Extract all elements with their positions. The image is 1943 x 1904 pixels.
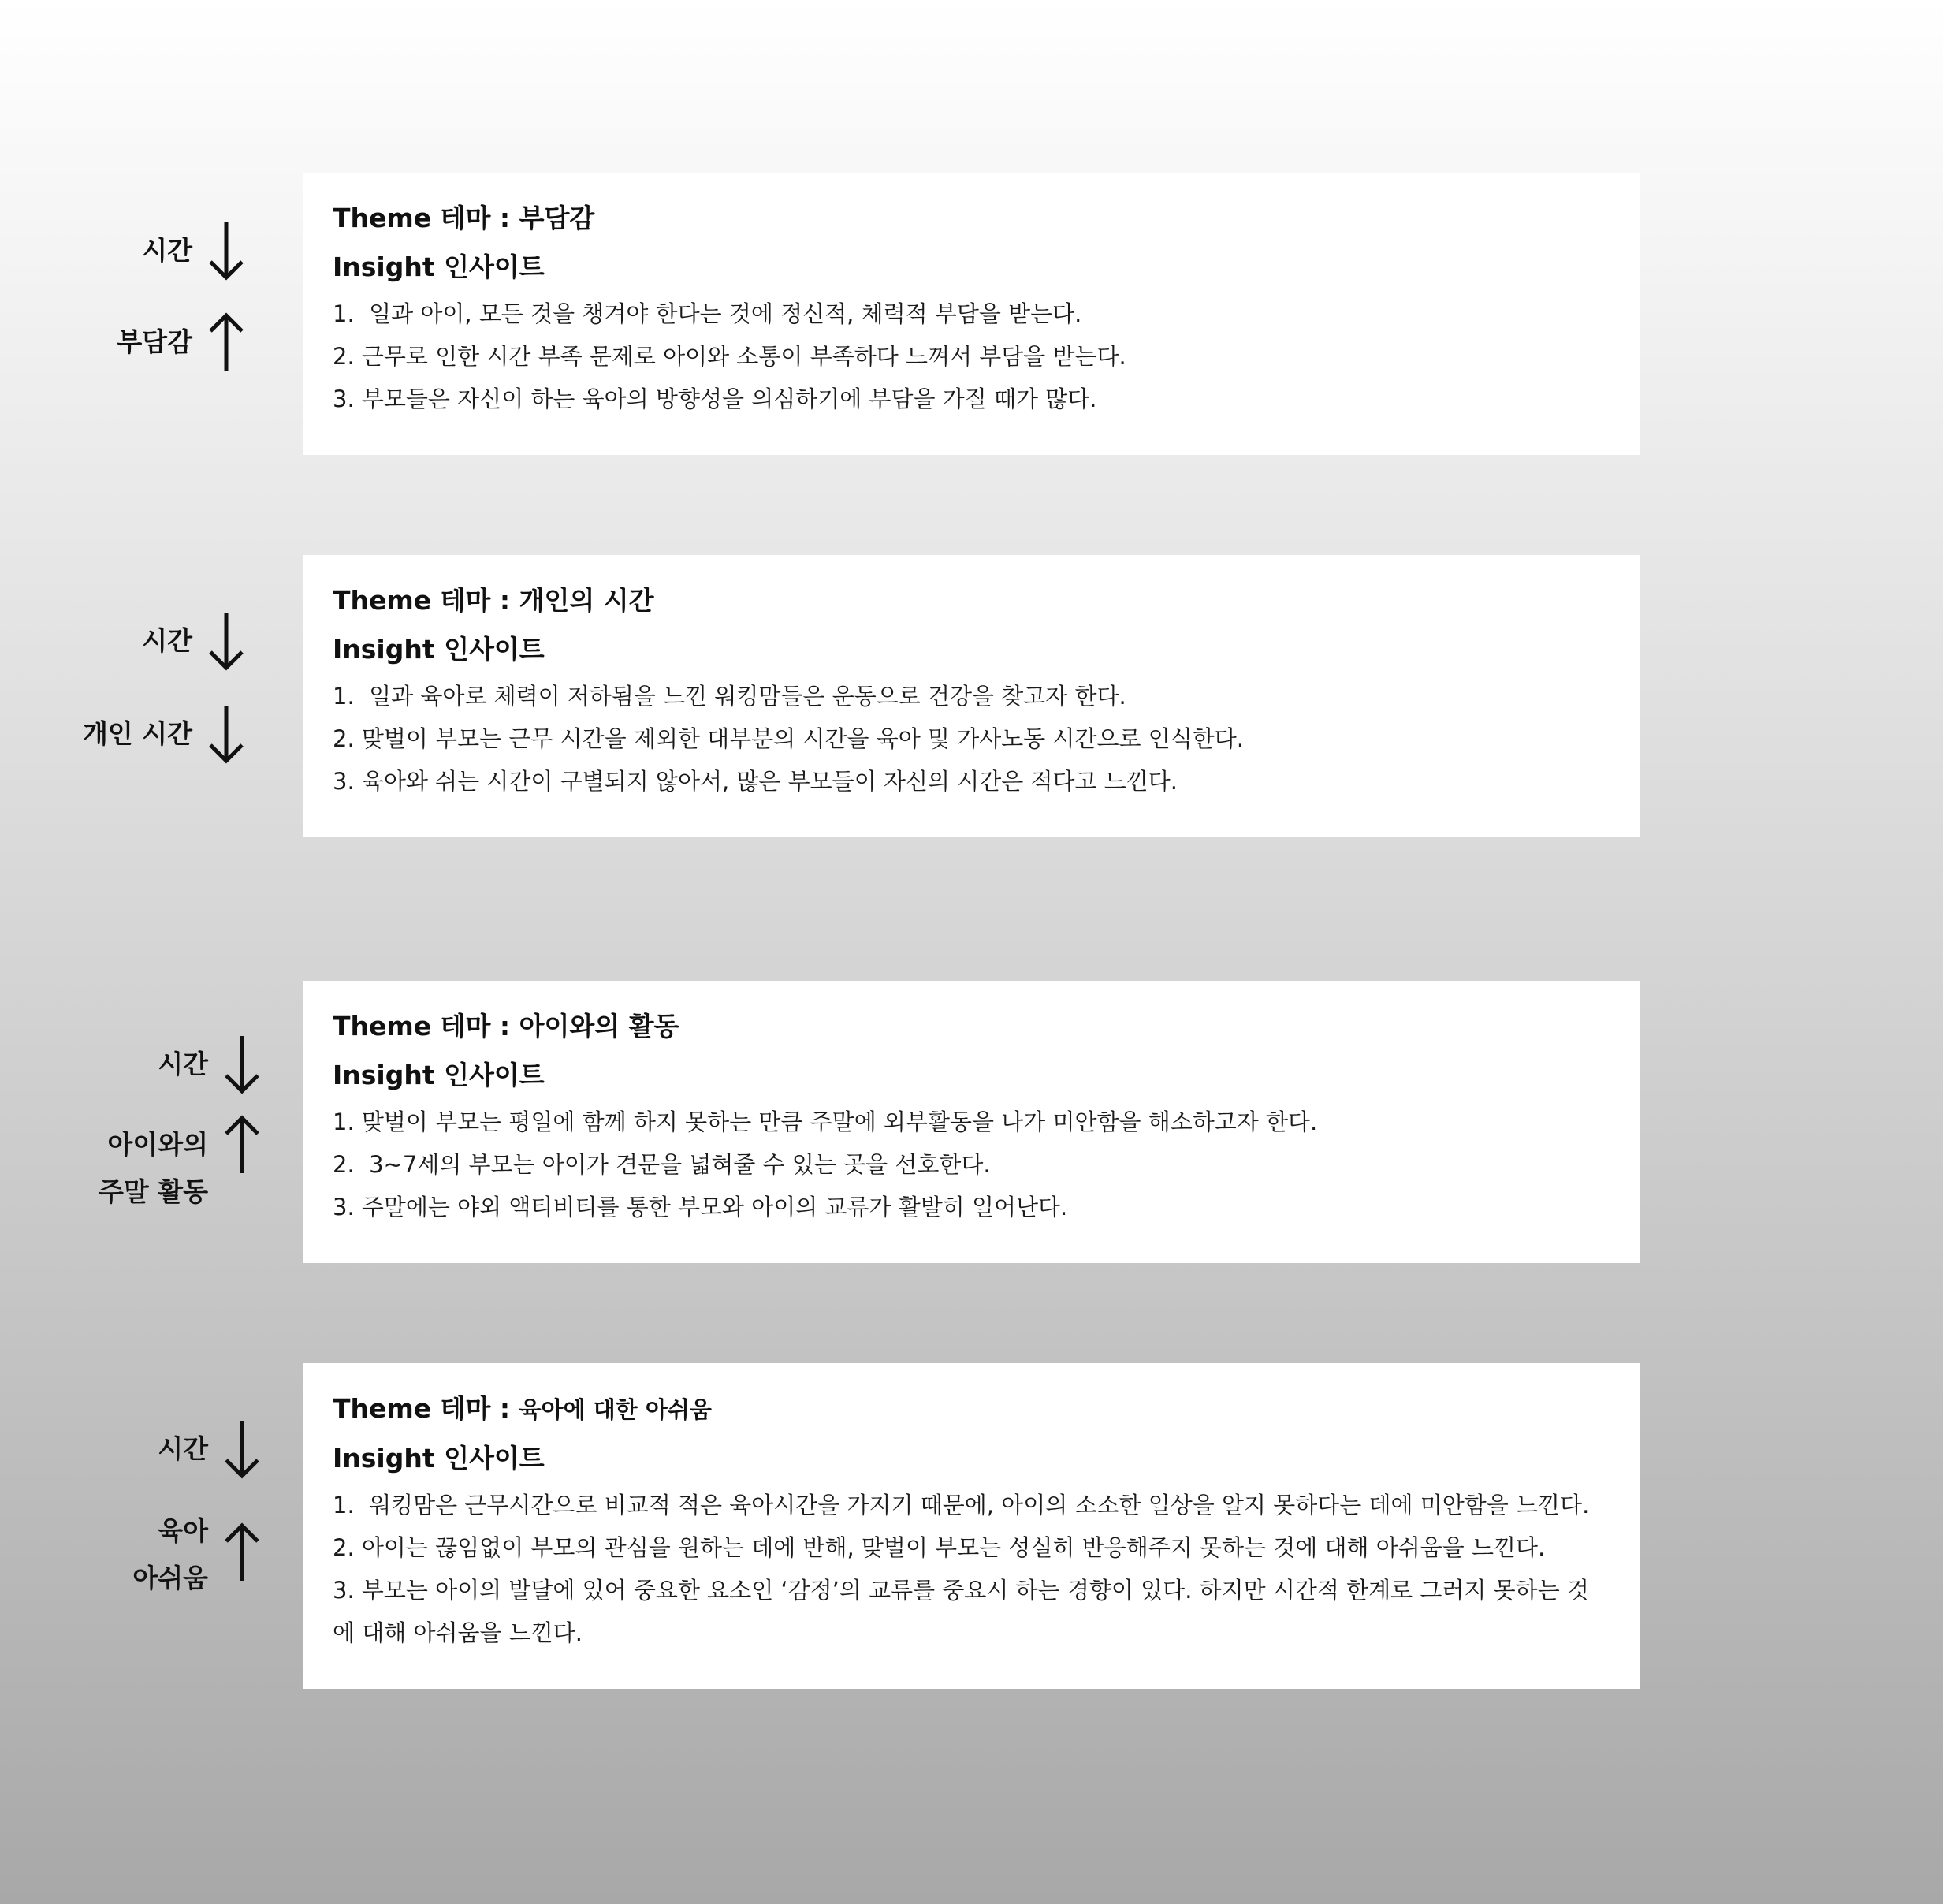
indicator-label-line: 주말 활동 (98, 1176, 208, 1207)
up-arrow-icon (224, 1522, 260, 1582)
insight-list (333, 292, 1609, 420)
indicator-weekend-activity (47, 1121, 260, 1216)
insight-item: 3. 주말에는 야외 액티비티를 통한 부모와 아이의 교류가 활발히 일어난다. (333, 1194, 1068, 1220)
theme-name: 육아에 대한 아쉬움 (519, 1396, 712, 1423)
insight-item: 2. 근무로 인한 시간 부족 문제로 아이와 소통이 부족하다 느껴서 부담을 받는다. (333, 343, 1126, 370)
insight-item: 3. 부모는 아이의 발달에 있어 중요한 요소인 ‘감정’의 교류를 중요시 하는 경향이 있다. 하지만 시간적 한계로 그러지 못하는 것에 대해 아쉬움을 느낀다. (333, 1577, 1589, 1646)
down-arrow-icon (208, 611, 244, 671)
insight-list (333, 675, 1609, 803)
down-arrow-icon (224, 1419, 260, 1479)
indicator-label: 시간 (142, 235, 192, 266)
insight-item: 1. 일과 아이, 모든 것을 챙겨야 한다는 것에 정신적, 체력적 부담을 받는다. (333, 300, 1082, 327)
theme-name: 부담감 (519, 203, 595, 233)
insight-list (333, 1101, 1609, 1228)
indicator-label: 시간 (158, 1049, 208, 1079)
indicator-label (132, 1507, 208, 1602)
insight-title: Insight 인사이트 (333, 634, 545, 665)
down-arrow-icon (208, 221, 244, 281)
indicator-personal-time (47, 704, 244, 764)
indicator-label (99, 1121, 208, 1216)
indicator-burden (79, 312, 244, 372)
insight-item: 3. 부모들은 자신이 하는 육아의 방향성을 의심하기에 부담을 가질 때가 많다. (333, 386, 1097, 412)
theme-name: 아이와의 활동 (519, 1011, 679, 1041)
theme-prefix: Theme 테마 : (333, 203, 519, 233)
theme-prefix: Theme 테마 : (333, 1393, 519, 1424)
insight-item: 2. 아이는 끊임없이 부모의 관심을 원하는 데에 반해, 맞벌이 부모는 성실히 반응해주지 못하는 것에 대해 아쉬움을 느낀다. (333, 1534, 1546, 1561)
insight-title: Insight 인사이트 (333, 1060, 545, 1090)
indicator-label: 부담감 (117, 326, 192, 357)
indicator-label: 시간 (142, 625, 192, 656)
indicator-label: 시간 (158, 1433, 208, 1464)
insight-item: 1. 맞벌이 부모는 평일에 함께 하지 못하는 만큼 주말에 외부활동을 나가 미안함을 해소하고자 한다. (333, 1108, 1318, 1135)
theme-title (333, 1393, 1609, 1425)
theme-prefix: Theme 테마 : (333, 1011, 519, 1041)
down-arrow-icon (208, 704, 244, 764)
insight-card (303, 1363, 1640, 1689)
insight-title: Insight 인사이트 (333, 252, 545, 282)
insight-title: Insight 인사이트 (333, 1443, 545, 1474)
indicator-label-line: 육아 (158, 1515, 208, 1546)
insight-item: 1. 워킹맘은 근무시간으로 비교적 적은 육아시간을 가지기 때문에, 아이의 소소한 일상을 알지 못하다는 데에 미안함을 느낀다. (333, 1492, 1590, 1518)
theme-title (333, 1011, 1609, 1042)
insight-list (333, 1484, 1609, 1654)
insight-card (303, 173, 1640, 455)
insight-card (303, 555, 1640, 837)
insight-item: 2. 맞벌이 부모는 근무 시간을 제외한 대부분의 시간을 육아 및 가사노동 시간으로 인식한다. (333, 725, 1245, 752)
indicator-parenting-regret (47, 1507, 260, 1602)
insight-item: 2. 3~7세의 부모는 아이가 견문을 넓혀줄 수 있는 곳을 선호한다. (333, 1151, 991, 1178)
indicator-label-line: 아쉬움 (132, 1563, 208, 1593)
up-arrow-icon (208, 312, 244, 372)
down-arrow-icon (224, 1034, 260, 1094)
indicator-time (79, 611, 244, 671)
theme-prefix: Theme 테마 : (333, 585, 519, 616)
theme-title (333, 203, 1609, 234)
indicator-label: 개인 시간 (82, 718, 192, 749)
insight-item: 3. 육아와 쉬는 시간이 구별되지 않아서, 많은 부모들이 자신의 시간은 적다고 느낀다. (333, 768, 1178, 795)
theme-name: 개인의 시간 (519, 585, 654, 616)
indicator-time (79, 1034, 260, 1094)
indicator-time (79, 221, 244, 281)
indicator-time (79, 1419, 260, 1479)
theme-title (333, 585, 1609, 617)
up-arrow-icon (224, 1115, 260, 1175)
insight-card (303, 981, 1640, 1263)
indicator-label-line: 아이와의 (107, 1129, 208, 1160)
insight-item: 1. 일과 육아로 체력이 저하됨을 느낀 워킹맘들은 운동으로 건강을 찾고자 한다. (333, 683, 1126, 710)
